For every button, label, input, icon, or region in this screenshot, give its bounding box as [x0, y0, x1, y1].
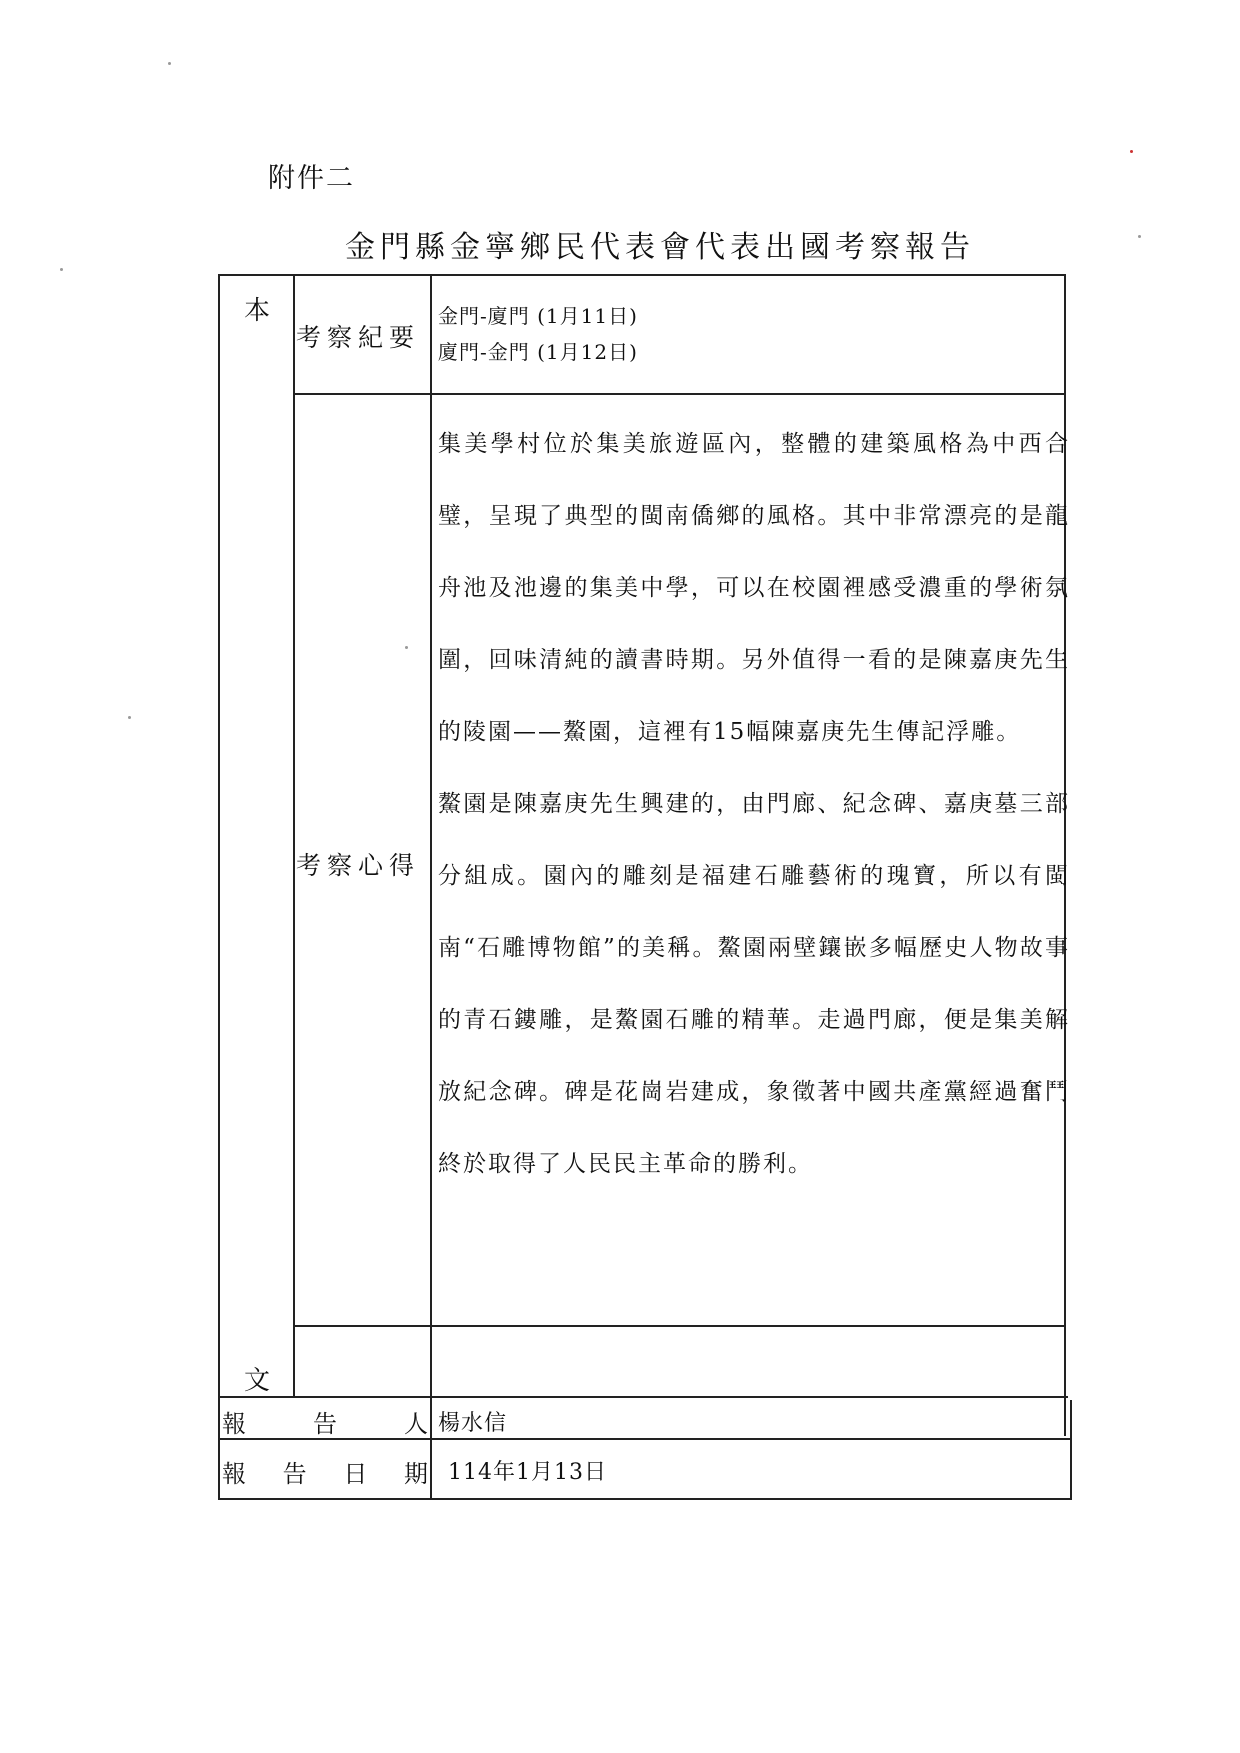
insights-paragraph: 集美學村位於集美旅遊區內，整體的建築風格為中西合璧，呈現了典型的閩南僑鄉的風格。其中非常漂亮的是龍舟池及池邊的集美中學，可以在校園裡感受濃重的學術氛圍，回味清純的讀書時期。另外值得一看的是陳嘉庚先生的陵園——鰲園，這裡有15幅陳嘉庚先生傳記浮雕。 — [438, 431, 1070, 745]
table-border — [293, 1325, 1066, 1327]
summary-label: 考察紀要 — [296, 323, 421, 352]
table-border — [293, 274, 295, 1396]
report-date-label-char: 期 — [403, 1460, 428, 1488]
summary-line: 金門-廈門 (1月11日) — [438, 304, 638, 328]
reporter-value: 楊水信 — [438, 1411, 508, 1436]
scan-speck — [1130, 150, 1133, 153]
table-border — [218, 274, 1066, 276]
report-date-label-char: 告 — [282, 1460, 307, 1488]
report-date-label-char: 報 — [222, 1460, 246, 1488]
table-border — [218, 1498, 1072, 1500]
table-border — [218, 1396, 1068, 1398]
scan-speck — [405, 646, 408, 649]
report-date-label — [222, 1454, 428, 1489]
insights-text — [438, 408, 1070, 1200]
attachment-label: 附件二 — [268, 163, 355, 194]
report-date-value: 114年1月13日 — [448, 1460, 607, 1485]
scan-speck — [128, 716, 131, 719]
scan-speck — [60, 268, 63, 271]
insights-label: 考察心得 — [296, 851, 421, 880]
reporter-label-char: 報 — [222, 1410, 246, 1438]
side-label-top: 本 — [244, 296, 271, 326]
table-border — [1070, 1400, 1072, 1500]
reporter-label — [222, 1404, 428, 1439]
insights-paragraph: 鰲園是陳嘉庚先生興建的，由門廊、紀念碑、嘉庚墓三部分組成。園內的雕刻是福建石雕藝術的瑰寶，所以有閩南“石雕博物館”的美稱。鰲園兩壁鑲嵌多幅歷史人物故事的青石鏤雕，是鰲園石雕的精華。走過門廊，便是集美解放紀念碑。碑是花崗岩建成，象徵著中國共產黨經過奮鬥終於取得了人民民主革命的勝利。 — [438, 791, 1070, 1177]
table-border — [430, 1396, 432, 1500]
side-label-bottom: 文 — [244, 1366, 271, 1396]
scan-speck — [168, 62, 171, 65]
report-title: 金門縣金寧鄉民代表會代表出國考察報告 — [345, 230, 975, 265]
reporter-label-char: 人 — [404, 1410, 428, 1438]
scan-speck — [1138, 235, 1141, 238]
table-border — [293, 393, 1066, 395]
summary-line: 廈門-金門 (1月12日) — [438, 340, 638, 364]
report-date-label-char: 日 — [343, 1460, 368, 1488]
table-border — [430, 274, 432, 1396]
table-border — [218, 274, 220, 1500]
reporter-label-char: 告 — [313, 1410, 337, 1438]
